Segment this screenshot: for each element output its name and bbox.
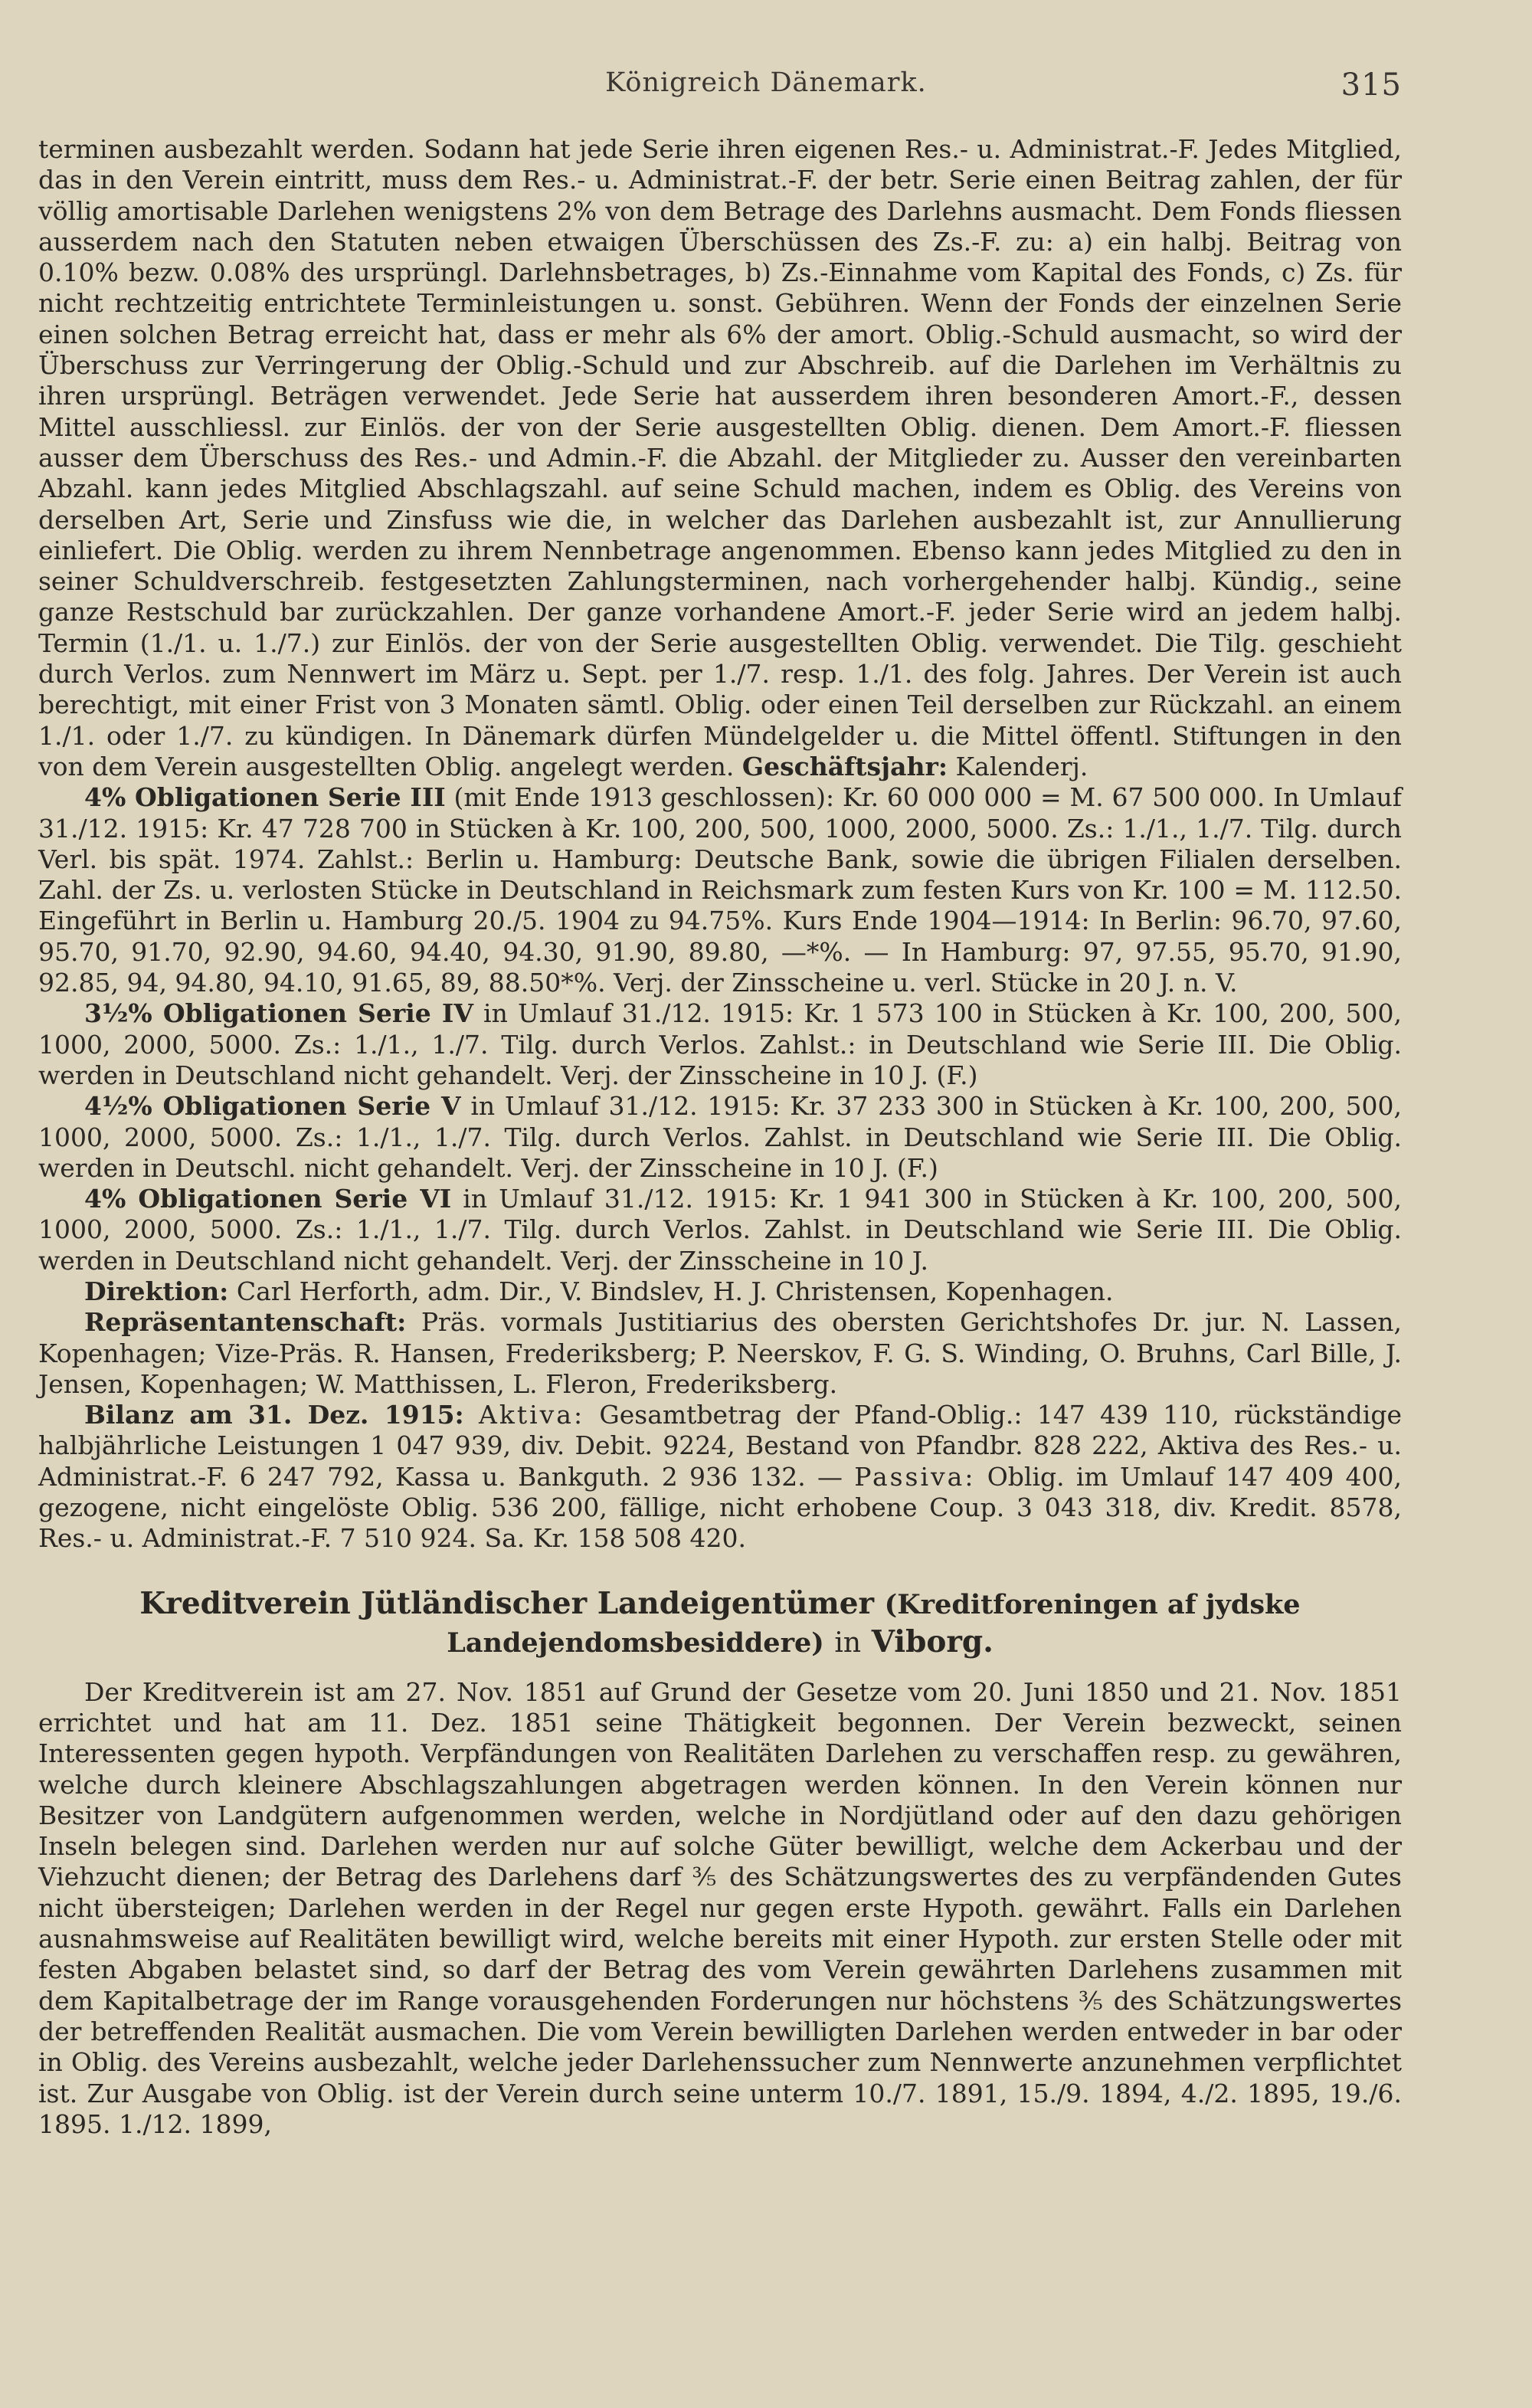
direktion-text: Carl Herforth, adm. Dir., V. Bindslev, H. J. Christensen, Kopenhagen.	[236, 1276, 1114, 1306]
fiscal-year-label: Geschäftsjahr:	[741, 751, 948, 781]
paragraph-serie-4	[38, 998, 1402, 1091]
paragraph-serie-5	[38, 1091, 1402, 1184]
direktion-label: Direktion:	[84, 1276, 229, 1306]
section-title-in: in	[834, 1627, 862, 1659]
section-title-main: Kreditverein Jütländischer Landeigentümer	[139, 1585, 875, 1621]
running-title: Königreich Dänemark.	[605, 67, 927, 98]
main-text	[38, 134, 1402, 2140]
serie-6-label: 4% Obligationen Serie VI	[84, 1184, 452, 1214]
serie-3-text: (mit Ende 1913 geschlossen): Kr. 60 000 000 = M. 67 500 000. In Umlauf 31./12. 1915: Kr. 47 728 700 in Stücken à Kr. 100, 200, 500, 1000, 2000, 5000. Zs.: 1./1., 1./7. Tilg. durch Verl. bis spät. 1974. Zahlst.: Berlin u. Hamburg: Deutsche Bank, sowie die übrigen Filialen derselben. Zahl. der Zs. u. verlosten Stücke in Deutschland in Reichsmark zum festen Kurs von Kr. 100 = M. 112.50. Eingeführt in Berlin u. Hamburg 20./5. 1904 zu 94.75%. Kurs Ende 1904—1914: In Berlin: 96.70, 97.60, 95.70, 91.70, 92.90, 94.60, 94.40, 94.30, 91.90, 89.80, —*%. — In Hamburg: 97, 97.55, 95.70, 91.90, 92.85, 94, 94.80, 94.10, 91.65, 89, 88.50*%. Verj. der Zinsscheine u. verl. Stücke in 20 J. n. V.	[38, 782, 1402, 998]
fonds-text: terminen ausbezahlt werden. Sodann hat jede Serie ihren eigenen Res.- u. Administrat.-F. Jedes Mitglied, das in den Verein eintritt, muss dem Res.- u. Administrat.-F. der betr. Serie einen Beitrag zahlen, der für völlig amortisable Darlehen wenigstens 2% von dem Betrage des Darlehns ausmacht. Dem Fonds fliessen ausserdem nach den Statuten neben etwaigen Überschüssen des Zs.-F. zu: a) ein halbj. Beitrag von 0.10% bezw. 0.08% des ursprüngl. Darlehnsbetrages, b) Zs.-Einnahme vom Kapital des Fonds, c) Zs. für nicht rechtzeitig entrichtete Terminleistungen u. sonst. Gebühren. Wenn der Fonds der einzelnen Serie einen solchen Betrag erreicht hat, dass er mehr als 6% der amort. Oblig.-Schuld ausmacht, so wird der Überschuss zur Verringerung der Oblig.-Schuld und zur Abschreib. auf die Darlehen im Verhältnis zu ihren ursprüngl. Beträgen verwendet. Jede Serie hat ausserdem ihren besonderen Amort.-F., dessen Mittel ausschliessl. zur Einlös. der von der Serie ausgestellten Oblig. dienen. Dem Amort.-F. fliessen ausser dem Überschuss des Res.- und Admin.-F. die Abzahl. der Mitglieder zu. Ausser den vereinbarten Abzahl. kann jedes Mitglied Abschlagszahl. auf seine Schuld machen, indem es Oblig. des Vereins von derselben Art, Serie und Zinsfuss wie die, in welcher das Darlehen ausbezahlt ist, zur Annullierung einliefert. Die Oblig. werden zu ihrem Nennbetrage angenommen. Ebenso kann jedes Mitglied zu den in seiner Schuldverschreib. festgesetzten Zahlungsterminen, nach vorhergehender halbj. Kündig., seine ganze Restschuld bar zurückzahlen. Der ganze vorhandene Amort.-F. jeder Serie wird an jedem halbj. Termin (1./1. u. 1./7.) zur Einlös. der von der Serie ausgestellten Oblig. verwendet. Die Tilg. geschieht durch Verlos. zum Nennwert im März u. Sept. per 1./7. resp. 1./1. des folg. Jahres. Der Verein ist auch berechtigt, mit einer Frist von 3 Monaten sämtl. Oblig. oder einen Teil derselben zur Rückzahl. an einem 1./1. oder 1./7. zu kündigen. In Dänemark dürfen Mündelgelder u. die Mittel öffentl. Stiftungen in den von dem Verein ausgestellten Oblig. angelegt werden.	[38, 134, 1402, 781]
serie-4-label: 3½% Obligationen Serie IV	[84, 998, 473, 1029]
section-title-kreditverein	[38, 1585, 1402, 1662]
fiscal-year-value: Kalenderj.	[955, 751, 1088, 781]
page-header	[0, 67, 1532, 106]
serie-4-text: in Umlauf 31./12. 1915: Kr. 1 573 100 in Stücken à Kr. 100, 200, 500, 1000, 2000, 5000. Zs.: 1./1., 1./7. Tilg. durch Verlos. Zahlst.: in Deutschland wie Serie III. Die Oblig. werden in Deutschland nicht gehandelt. Verj. der Zinsscheine in 10 J. (F.)	[38, 998, 1403, 1090]
paragraph-bilanz	[38, 1400, 1402, 1554]
aktiva-label: Aktiva:	[479, 1400, 585, 1430]
paragraph-fonds	[38, 134, 1402, 782]
serie-3-label: 4% Obligationen Serie III	[84, 782, 446, 813]
section-title-danish: (Kreditforeningen af jydske Landejendomsbesiddere)	[447, 1588, 1301, 1659]
paragraph-repraesentantenschaft	[38, 1307, 1402, 1400]
passiva-label: Passiva:	[854, 1461, 976, 1492]
page-number: 315	[1340, 67, 1402, 103]
bilanz-label: Bilanz am 31. Dez. 1915:	[84, 1400, 464, 1430]
repraesentantenschaft-label: Repräsentantenschaft:	[84, 1307, 407, 1338]
section-title-city: Viborg.	[871, 1623, 994, 1659]
passiva-text: Oblig. im Umlauf 147 409 400, gezogene, nicht eingelöste Oblig. 536 200, fällige, nicht erhobene Coup. 3 043 318, div. Kredit. 8578, Res.- u. Administrat.-F. 7 510 924. Sa. Kr. 158 508 420.	[38, 1461, 1402, 1554]
paragraph-serie-3	[38, 782, 1402, 998]
serie-5-label: 4½% Obligationen Serie V	[84, 1091, 461, 1122]
serie-6-text: in Umlauf 31./12. 1915: Kr. 1 941 300 in Stücken à Kr. 100, 200, 500, 1000, 2000, 5000. Zs.: 1./1., 1./7. Tilg. durch Verlos. Zahlst. in Deutschland wie Serie III. Die Oblig. werden in Deutschland nicht gehandelt. Verj. der Zinsscheine in 10 J.	[38, 1184, 1402, 1276]
serie-5-text: in Umlauf 31./12. 1915: Kr. 37 233 300 in Stücken à Kr. 100, 200, 500, 1000, 2000, 5000. Zs.: 1./1., 1./7. Tilg. durch Verlos. Zahlst. in Deutschland wie Serie III. Die Oblig. werden in Deutschl. nicht gehandelt. Verj. der Zinsscheine in 10 J. (F.)	[38, 1091, 1402, 1183]
aktiva-text: Gesamtbetrag der Pfand-Oblig.: 147 439 110, rückständige halbjährliche Leistungen 1 047 939, div. Debit. 9224, Bestand von Pfandbr. 828 222, Aktiva des Res.- u. Administrat.-F. 6 247 792, Kassa u. Bankguth. 2 936 132. —	[38, 1400, 1402, 1492]
paragraph-direktion	[38, 1276, 1402, 1307]
repraesentantenschaft-text: Präs. vormals Justitiarius des obersten Gerichtshofes Dr. jur. N. Lassen, Kopenhagen; Vize-Präs. R. Hansen, Frederiksberg; P. Neerskov, F. G. S. Winding, O. Bruhns, Carl Bille, J. Jensen, Kopenhagen; W. Matthissen, L. Fleron, Frederiksberg.	[38, 1307, 1402, 1399]
kreditverein-text: Der Kreditverein ist am 27. Nov. 1851 auf Grund der Gesetze vom 20. Juni 1850 und 21. Nov. 1851 errichtet und hat am 11. Dez. 1851 seine Thätigkeit begonnen. Der Verein bezweckt, seinen Interessenten gegen hypoth. Verpfändungen von Realitäten Darlehen zu verschaffen resp. zu gewähren, welche durch kleinere Abschlagszahlungen abgetragen werden können. In den Verein können nur Besitzer von Landgütern aufgenommen werden, welche in Nordjütland oder auf den dazu gehörigen Inseln belegen sind. Darlehen werden nur auf solche Güter bewilligt, welche dem Ackerbau und der Viehzucht dienen; der Betrag des Darlehens darf ⅗ des Schätzungswertes des zu verpfändenden Gutes nicht übersteigen; Darlehen werden in der Regel nur gegen erste Hypoth. gewährt. Falls ein Darlehen ausnahmsweise auf Realitäten bewilligt wird, welche bereits mit einer Hypoth. zur ersten Stelle oder mit festen Abgaben belastet sind, so darf der Betrag des vom Verein gewährten Darlehens zusammen mit dem Kapitalbetrage der im Range vorausgehenden Forderungen nur höchstens ⅗ des Schätzungswertes der betreffenden Realität ausmachen. Die vom Verein bewilligten Darlehen werden entweder in bar oder in Oblig. des Vereins ausbezahlt, welche jeder Darlehenssucher zum Nennwerte anzunehmen verpflichtet ist. Zur Ausgabe von Oblig. ist der Verein durch seine unterm 10./7. 1891, 15./9. 1894, 4./2. 1895, 19./6. 1895. 1./12. 1899,	[38, 1676, 1402, 2139]
paragraph-kreditverein	[38, 1677, 1402, 2140]
paragraph-serie-6	[38, 1184, 1402, 1276]
